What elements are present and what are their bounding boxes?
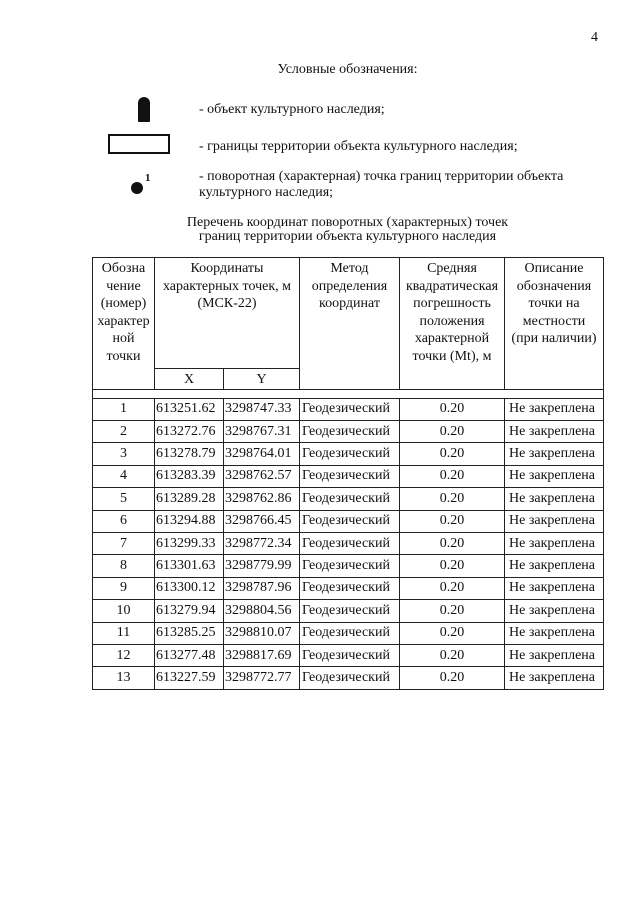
point-number-cell: 13 <box>93 667 155 689</box>
method-cell: Геодезический <box>300 465 400 487</box>
table-body <box>93 389 604 689</box>
table-row <box>93 398 604 420</box>
header-coords-line: (МСК-22) <box>197 296 257 312</box>
header-description-line: местности <box>522 313 586 329</box>
point-number-cell: 1 <box>93 398 155 420</box>
header-method-line: Метод <box>330 261 369 276</box>
description-cell: Не закреплена <box>505 555 604 577</box>
error-cell: 0.20 <box>400 667 505 689</box>
header-point-number <box>93 258 155 390</box>
method-cell: Геодезический <box>300 600 400 622</box>
header-number-line: ной <box>112 331 135 347</box>
point-number-cell: 8 <box>93 555 155 577</box>
page-number: 4 <box>591 30 598 45</box>
error-cell: 0.20 <box>400 488 505 510</box>
header-number-line: характер <box>97 313 150 329</box>
description-cell: Не закреплена <box>505 398 604 420</box>
description-cell: Не закреплена <box>505 532 604 554</box>
error-cell: 0.20 <box>400 420 505 442</box>
table-row <box>93 465 604 487</box>
legend-item-turning-point: - поворотная (характерная) точка границ территории объекта культурного наследия; <box>199 169 564 200</box>
turning-point-label: 1 <box>145 172 151 184</box>
point-number-cell: 5 <box>93 488 155 510</box>
header-method-line: определения <box>311 278 388 294</box>
x-coordinate-cell: 613227.59 <box>155 667 224 689</box>
header-coords-line: Координаты <box>190 261 264 276</box>
header-coords-line: характерных точек, м <box>162 278 292 294</box>
header-error-line: погрешность <box>413 296 491 312</box>
y-coordinate-cell: 3298764.01 <box>224 443 300 465</box>
description-cell: Не закреплена <box>505 510 604 532</box>
legend-title: Условные обозначения: <box>277 62 418 77</box>
table-row <box>93 667 604 689</box>
description-cell: Не закреплена <box>505 644 604 666</box>
description-cell: Не закреплена <box>505 488 604 510</box>
table-row <box>93 510 604 532</box>
y-coordinate-cell: 3298779.99 <box>224 555 300 577</box>
y-coordinate-cell: 3298772.77 <box>224 667 300 689</box>
y-coordinate-cell: 3298817.69 <box>224 644 300 666</box>
method-cell: Геодезический <box>300 555 400 577</box>
point-number-cell: 7 <box>93 532 155 554</box>
x-coordinate-cell: 613289.28 <box>155 488 224 510</box>
method-cell: Геодезический <box>300 532 400 554</box>
list-title-line-1: Перечень координат поворотных (характерных) точек <box>186 215 509 230</box>
method-cell: Геодезический <box>300 488 400 510</box>
header-description-line: Описание <box>524 261 584 276</box>
header-x: X <box>155 369 224 390</box>
legend-item-boundary: - границы территории объекта культурного наследия; <box>199 139 518 154</box>
method-cell: Геодезический <box>300 644 400 666</box>
header-method-line: координат <box>319 296 380 312</box>
description-cell: Не закреплена <box>505 577 604 599</box>
description-cell: Не закреплена <box>505 443 604 465</box>
error-cell: 0.20 <box>400 622 505 644</box>
point-number-cell: 12 <box>93 644 155 666</box>
description-cell: Не закреплена <box>505 420 604 442</box>
point-number-cell: 11 <box>93 622 155 644</box>
y-coordinate-cell: 3298762.57 <box>224 465 300 487</box>
header-number-line: Обозна <box>101 261 146 276</box>
table-row <box>93 488 604 510</box>
header-method <box>300 258 400 390</box>
method-cell: Геодезический <box>300 398 400 420</box>
method-cell: Геодезический <box>300 622 400 644</box>
description-cell: Не закреплена <box>505 622 604 644</box>
table-row <box>93 622 604 644</box>
table-row <box>93 644 604 666</box>
point-number-cell: 10 <box>93 600 155 622</box>
y-coordinate-cell: 3298766.45 <box>224 510 300 532</box>
description-cell: Не закреплена <box>505 465 604 487</box>
x-coordinate-cell: 613251.62 <box>155 398 224 420</box>
coordinates-table <box>92 257 604 690</box>
point-number-cell: 2 <box>93 420 155 442</box>
method-cell: Геодезический <box>300 443 400 465</box>
point-number-cell: 3 <box>93 443 155 465</box>
header-error-line: характерной <box>414 331 490 347</box>
y-coordinate-cell: 3298767.31 <box>224 420 300 442</box>
x-coordinate-cell: 613279.94 <box>155 600 224 622</box>
y-coordinate-cell: 3298787.96 <box>224 577 300 599</box>
header-error-line: положения <box>419 313 485 329</box>
point-number-cell: 6 <box>93 510 155 532</box>
header-description-line: обозначения <box>516 278 592 294</box>
y-coordinate-cell: 3298747.33 <box>224 398 300 420</box>
header-coordinates <box>155 258 300 369</box>
x-coordinate-cell: 613277.48 <box>155 644 224 666</box>
header-error-line: квадратическая <box>405 278 499 294</box>
y-coordinate-cell: 3298804.56 <box>224 600 300 622</box>
y-coordinate-cell: 3298772.34 <box>224 532 300 554</box>
coordinates-list-title <box>0 216 640 244</box>
x-coordinate-cell: 613301.63 <box>155 555 224 577</box>
error-cell: 0.20 <box>400 555 505 577</box>
method-cell: Геодезический <box>300 510 400 532</box>
cultural-object-marker-icon <box>138 97 150 122</box>
error-cell: 0.20 <box>400 443 505 465</box>
header-description-line: точки на <box>528 296 580 312</box>
table-row <box>93 577 604 599</box>
header-y: Y <box>224 369 300 390</box>
x-coordinate-cell: 613285.25 <box>155 622 224 644</box>
error-cell: 0.20 <box>400 398 505 420</box>
description-cell: Не закреплена <box>505 600 604 622</box>
point-number-cell: 9 <box>93 577 155 599</box>
header-gap-row <box>93 389 604 398</box>
table-row <box>93 532 604 554</box>
table-row <box>93 443 604 465</box>
error-cell: 0.20 <box>400 644 505 666</box>
boundary-rectangle-icon <box>108 134 170 154</box>
point-number-cell: 4 <box>93 465 155 487</box>
header-number-line: точки <box>106 348 141 364</box>
legend-item-cultural-object: - объект культурного наследия; <box>199 102 385 117</box>
x-coordinate-cell: 613272.76 <box>155 420 224 442</box>
header-error <box>400 258 505 390</box>
table-row <box>93 600 604 622</box>
x-coordinate-cell: 613278.79 <box>155 443 224 465</box>
turning-point-dot-icon <box>131 182 143 194</box>
error-cell: 0.20 <box>400 532 505 554</box>
header-number-line: (номер) <box>100 296 147 312</box>
header-description <box>505 258 604 390</box>
header-error-line: Средняя <box>427 261 477 276</box>
description-cell: Не закреплена <box>505 667 604 689</box>
header-error-line: точки (Mt), м <box>412 348 492 364</box>
x-coordinate-cell: 613283.39 <box>155 465 224 487</box>
x-coordinate-cell: 613299.33 <box>155 532 224 554</box>
error-cell: 0.20 <box>400 465 505 487</box>
x-coordinate-cell: 613300.12 <box>155 577 224 599</box>
error-cell: 0.20 <box>400 510 505 532</box>
header-description-line: (при наличии) <box>511 331 597 347</box>
error-cell: 0.20 <box>400 600 505 622</box>
header-number-line: чение <box>106 278 141 294</box>
table-header-row <box>93 258 604 369</box>
y-coordinate-cell: 3298810.07 <box>224 622 300 644</box>
table-row <box>93 420 604 442</box>
y-coordinate-cell: 3298762.86 <box>224 488 300 510</box>
table-row <box>93 555 604 577</box>
error-cell: 0.20 <box>400 577 505 599</box>
x-coordinate-cell: 613294.88 <box>155 510 224 532</box>
method-cell: Геодезический <box>300 420 400 442</box>
method-cell: Геодезический <box>300 577 400 599</box>
list-title-line-2: границ территории объекта культурного наследия <box>198 229 497 244</box>
method-cell: Геодезический <box>300 667 400 689</box>
